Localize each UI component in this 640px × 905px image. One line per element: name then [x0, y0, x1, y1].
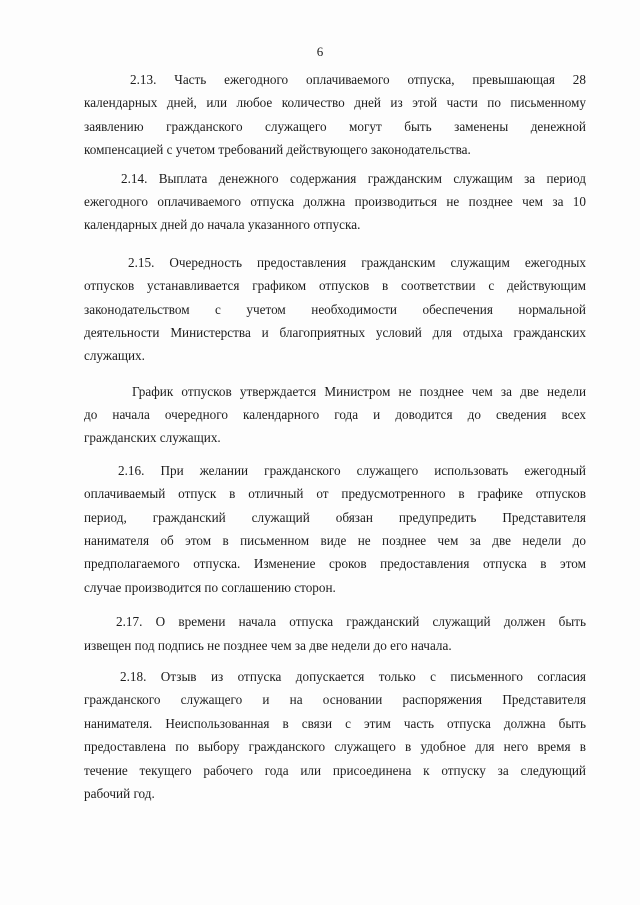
- text-line: случае производится по соглашению сторон.: [84, 579, 336, 595]
- text-line: заявлению гражданского служащего могут быть заменены денежной: [84, 118, 586, 134]
- text-line: компенсацией с учетом требований действующего законодательства.: [84, 142, 471, 158]
- text-line: предполагаемого отпуска. Изменение сроков предоставления отпуска в этом: [84, 556, 586, 572]
- text-line: течение текущего рабочего года или присоединена к отпуску за следующий: [84, 762, 586, 778]
- text-line: 2.18. Отзыв из отпуска допускается только с письменного согласия: [120, 668, 586, 684]
- text-line: период, гражданский служащий обязан предупредить Представителя: [84, 509, 586, 525]
- text-line: График отпусков утверждается Министром не позднее чем за две недели: [132, 383, 586, 399]
- text-line: служащих.: [84, 348, 145, 364]
- paragraph-2-16: [84, 459, 586, 599]
- text-line: законодательством с учетом необходимости обеспечения нормальной: [84, 301, 586, 317]
- text-line: 2.14. Выплата денежного содержания гражданским служащим за период: [121, 170, 586, 186]
- text-line: 2.13. Часть ежегодного оплачиваемого отпуска, превышающая 28: [130, 72, 586, 87]
- text-line: оплачиваемый отпуск в отличный от предусмотренного в графике отпусков: [84, 486, 586, 502]
- paragraph-2-18: [84, 665, 586, 805]
- text-line: календарных дней до начала указанного отпуска.: [84, 217, 361, 233]
- text-line: календарных дней, или любое количество дней из этой части по письменному: [84, 95, 586, 111]
- text-line: рабочий год.: [84, 785, 155, 801]
- text-line: 2.15. Очередность предоставления гражданским служащим ежегодных: [128, 254, 586, 270]
- text-line: предоставлена по выбору гражданского служащего в удобное для него время в: [84, 739, 586, 755]
- paragraph-2-14: [84, 167, 586, 237]
- paragraph-2-17: [84, 610, 586, 657]
- page-number: 6: [316, 44, 324, 59]
- paragraph-2-13: [84, 68, 586, 162]
- text-line: нанимателя об этом в письменном виде не позднее чем за две недели до: [84, 533, 586, 549]
- paragraph-schedule: [84, 380, 586, 450]
- document-body: [84, 68, 586, 805]
- text-line: ежегодного оплачиваемого отпуска должна производиться не позднее чем за 10: [84, 193, 586, 209]
- text-line: извещен под подпись не позднее чем за две недели до его начала.: [84, 637, 452, 653]
- text-line: гражданского служащего и на основании распоряжения Представителя: [84, 692, 586, 708]
- text-line: гражданских служащих.: [84, 430, 221, 446]
- text-line: 2.17. О времени начала отпуска гражданский служащий должен быть: [116, 614, 586, 630]
- text-line: до начала очередного календарного года и доводится до сведения всех: [84, 407, 586, 423]
- text-line: деятельности Министерства и благоприятных условий для отдыха гражданских: [84, 324, 586, 340]
- text-line: нанимателя. Неиспользованная в связи с этим часть отпуска должна быть: [84, 715, 586, 731]
- text-line: 2.16. При желании гражданского служащего использовать ежегодный: [118, 462, 586, 478]
- paragraph-2-15: [84, 251, 586, 368]
- text-line: отпусков устанавливается графиком отпусков в соответствии с действующим: [84, 278, 586, 294]
